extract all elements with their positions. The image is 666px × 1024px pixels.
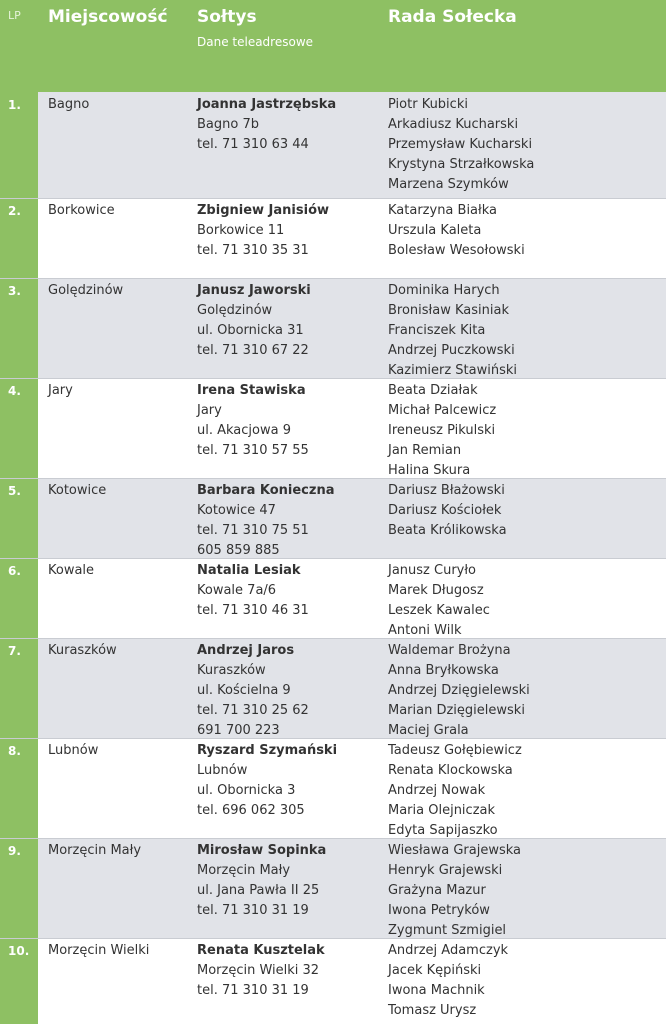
- rada-member: Henryk Grajewski: [388, 863, 503, 878]
- rada-member: Jan Remian: [388, 443, 462, 458]
- soltys-contact-line: tel. 71 310 31 19: [197, 903, 309, 918]
- soltys-name: Natalia Lesiak: [197, 563, 301, 578]
- rada-members: [388, 941, 508, 1021]
- soltys-name: Andrzej Jaros: [197, 643, 295, 658]
- row-background: [38, 638, 666, 738]
- rada-member: Andrzej Adamczyk: [388, 943, 509, 958]
- rada-member: Katarzyna Białka: [388, 203, 497, 218]
- rada-member: Halina Skura: [388, 463, 471, 478]
- rada-member: Leszek Kawalec: [388, 603, 490, 618]
- soltys-contact-line: ul. Obornicka 31: [197, 323, 304, 338]
- rada-members: [388, 841, 521, 941]
- rada-member: Tomasz Urysz: [388, 1003, 477, 1018]
- soltys-contact: [197, 95, 336, 155]
- rada-members: [388, 201, 525, 261]
- rada-members: [388, 641, 530, 741]
- soltys-contact: [197, 941, 325, 1001]
- soltys-contact-line: ul. Akacjowa 9: [197, 423, 291, 438]
- rada-member: Iwona Machnik: [388, 983, 485, 998]
- soltys-contact-line: 605 859 885: [197, 543, 280, 558]
- rada-members: [388, 95, 534, 195]
- row-separator: [0, 938, 666, 939]
- table-row: [0, 638, 666, 738]
- soltys-contact-line: Morzęcin Wielki 32: [197, 963, 320, 978]
- row-separator: [0, 558, 666, 559]
- town-name: Lubnów: [48, 743, 99, 758]
- town-name: Kotowice: [48, 483, 107, 498]
- rada-member: Dominika Harych: [388, 283, 500, 298]
- rada-member: Dariusz Kościołek: [388, 503, 502, 518]
- rada-member: Grażyna Mazur: [388, 883, 486, 898]
- soltys-contact: [197, 381, 309, 461]
- rada-members: [388, 381, 496, 481]
- soltys-contact-line: ul. Obornicka 3: [197, 783, 296, 798]
- rada-member: Edyta Sapijaszko: [388, 823, 498, 838]
- rada-members: [388, 481, 507, 541]
- soltys-contact-line: Kotowice 47: [197, 503, 276, 518]
- rada-member: Kazimierz Stawiński: [388, 363, 517, 378]
- soltys-contact-line: tel. 71 310 35 31: [197, 243, 309, 258]
- soltys-contact: [197, 741, 337, 821]
- soltys-contact-line: Kuraszków: [197, 663, 266, 678]
- soltys-contact-line: ul. Jana Pawła II 25: [197, 883, 320, 898]
- town-name: Kuraszków: [48, 643, 117, 658]
- soltys-contact-line: Lubnów: [197, 763, 248, 778]
- rada-member: Maria Olejniczak: [388, 803, 496, 818]
- row-number: 3.: [8, 284, 21, 298]
- header-lp: LP: [8, 9, 21, 22]
- soltys-name: Ryszard Szymański: [197, 743, 338, 758]
- soltys-contact-line: tel. 71 310 31 19: [197, 983, 309, 998]
- soltys-contact: [197, 641, 309, 741]
- rada-members: [388, 741, 522, 841]
- soltys-contact-line: 691 700 223: [197, 723, 280, 738]
- soltys-contact: [197, 281, 311, 361]
- rada-member: Bolesław Wesołowski: [388, 243, 525, 258]
- rada-member: Marek Długosz: [388, 583, 484, 598]
- rada-member: Marzena Szymków: [388, 177, 509, 192]
- soltys-contact-line: Borkowice 11: [197, 223, 285, 238]
- rada-member: Wiesława Grajewska: [388, 843, 522, 858]
- rada-member: Beata Działak: [388, 383, 478, 398]
- soltys-contact-line: Kowale 7a/6: [197, 583, 277, 598]
- rada-member: Antoni Wilk: [388, 623, 462, 638]
- row-number: 5.: [8, 484, 21, 498]
- row-number: 10.: [8, 944, 30, 958]
- rada-member: Tadeusz Gołębiewicz: [388, 743, 522, 758]
- soltys-name: Barbara Konieczna: [197, 483, 335, 498]
- row-separator: [0, 378, 666, 379]
- soltys-name: Zbigniew Janisiów: [197, 203, 330, 218]
- town-name: Golędzinów: [48, 283, 124, 298]
- soltys-contact-line: tel. 71 310 63 44: [197, 137, 309, 152]
- table-row: [0, 738, 666, 838]
- rada-member: Andrzej Dzięgielewski: [388, 683, 530, 698]
- rada-member: Bronisław Kasiniak: [388, 303, 509, 318]
- town-name: Borkowice: [48, 203, 115, 218]
- rada-members: [388, 561, 490, 641]
- row-separator: [0, 638, 666, 639]
- row-separator: [0, 738, 666, 739]
- row-separator: [0, 838, 666, 839]
- table-row: [0, 378, 666, 478]
- rada-member: Jacek Kępiński: [388, 963, 482, 978]
- rada-member: Beata Królikowska: [388, 523, 507, 538]
- rada-member: Zygmunt Szmigiel: [388, 923, 507, 938]
- header-rada-solecka: Rada Sołecka: [388, 7, 517, 27]
- table-row: [0, 478, 666, 558]
- table-row: [0, 838, 666, 938]
- table-row: [0, 558, 666, 638]
- rada-member: Waldemar Brożyna: [388, 643, 511, 658]
- table-row: [0, 278, 666, 378]
- row-number: 2.: [8, 204, 21, 218]
- header-soltys-subtitle: Dane teleadresowe: [197, 35, 314, 49]
- rada-members: [388, 281, 517, 381]
- town-name: Bagno: [48, 97, 90, 112]
- soltys-contact: [197, 201, 329, 261]
- soltys-contact-line: Golędzinów: [197, 303, 273, 318]
- soltys-name: Janusz Jaworski: [197, 283, 311, 298]
- soltys-contact-line: tel. 71 310 46 31: [197, 603, 309, 618]
- row-background: [38, 278, 666, 378]
- soltys-contact: [197, 481, 334, 561]
- rada-member: Arkadiusz Kucharski: [388, 117, 519, 132]
- rada-member: Janusz Curyło: [388, 563, 477, 578]
- rada-member: Marian Dzięgielewski: [388, 703, 525, 718]
- rada-member: Michał Palcewicz: [388, 403, 497, 418]
- soltys-contact-line: tel. 71 310 67 22: [197, 343, 309, 358]
- table-row: [0, 938, 666, 1024]
- table-row: [0, 92, 666, 198]
- soltys-contact-line: Jary: [197, 403, 222, 418]
- town-name: Kowale: [48, 563, 95, 578]
- soltys-name: Joanna Jastrzębska: [197, 97, 337, 112]
- rada-member: Renata Klockowska: [388, 763, 513, 778]
- soltys-contact-line: tel. 71 310 57 55: [197, 443, 309, 458]
- table-header: [0, 0, 666, 93]
- row-number: 9.: [8, 844, 21, 858]
- row-separator: [0, 278, 666, 279]
- row-background: [38, 478, 666, 558]
- row-number: 7.: [8, 644, 21, 658]
- town-name: Jary: [48, 383, 73, 398]
- rada-member: Przemysław Kucharski: [388, 137, 533, 152]
- soltys-contact: [197, 561, 309, 621]
- rada-member: Andrzej Nowak: [388, 783, 486, 798]
- row-number: 4.: [8, 384, 21, 398]
- town-name: Morzęcin Mały: [48, 843, 142, 858]
- soltys-contact-line: Morzęcin Mały: [197, 863, 291, 878]
- rada-member: Anna Bryłkowska: [388, 663, 499, 678]
- soltys-contact-line: tel. 696 062 305: [197, 803, 305, 818]
- soltys-name: Mirosław Sopinka: [197, 843, 327, 858]
- row-number: 1.: [8, 98, 21, 112]
- soltys-name: Renata Kusztelak: [197, 943, 325, 958]
- soltys-contact-line: ul. Kościelna 9: [197, 683, 291, 698]
- rada-member: Franciszek Kita: [388, 323, 486, 338]
- soltys-contact-line: Bagno 7b: [197, 117, 259, 132]
- header-miejscowosc: Miejscowość: [48, 7, 168, 27]
- rada-member: Iwona Petryków: [388, 903, 490, 918]
- row-number: 6.: [8, 564, 21, 578]
- header-soltys: Sołtys: [197, 7, 257, 27]
- row-separator: [0, 478, 666, 479]
- rada-member: Maciej Grala: [388, 723, 469, 738]
- row-separator: [0, 198, 666, 199]
- rada-member: Dariusz Błażowski: [388, 483, 505, 498]
- rada-member: Krystyna Strzałkowska: [388, 157, 535, 172]
- town-name: Morzęcin Wielki: [48, 943, 150, 958]
- rada-member: Urszula Kaleta: [388, 223, 482, 238]
- row-background: [38, 92, 666, 198]
- rada-member: Piotr Kubicki: [388, 97, 468, 112]
- soltys-contact-line: tel. 71 310 75 51: [197, 523, 309, 538]
- table-row: [0, 198, 666, 278]
- soltys-contact: [197, 841, 326, 921]
- rada-member: Ireneusz Pikulski: [388, 423, 496, 438]
- soltys-name: Irena Stawiska: [197, 383, 306, 398]
- rada-member: Andrzej Puczkowski: [388, 343, 515, 358]
- row-number: 8.: [8, 744, 21, 758]
- soltys-contact-line: tel. 71 310 25 62: [197, 703, 309, 718]
